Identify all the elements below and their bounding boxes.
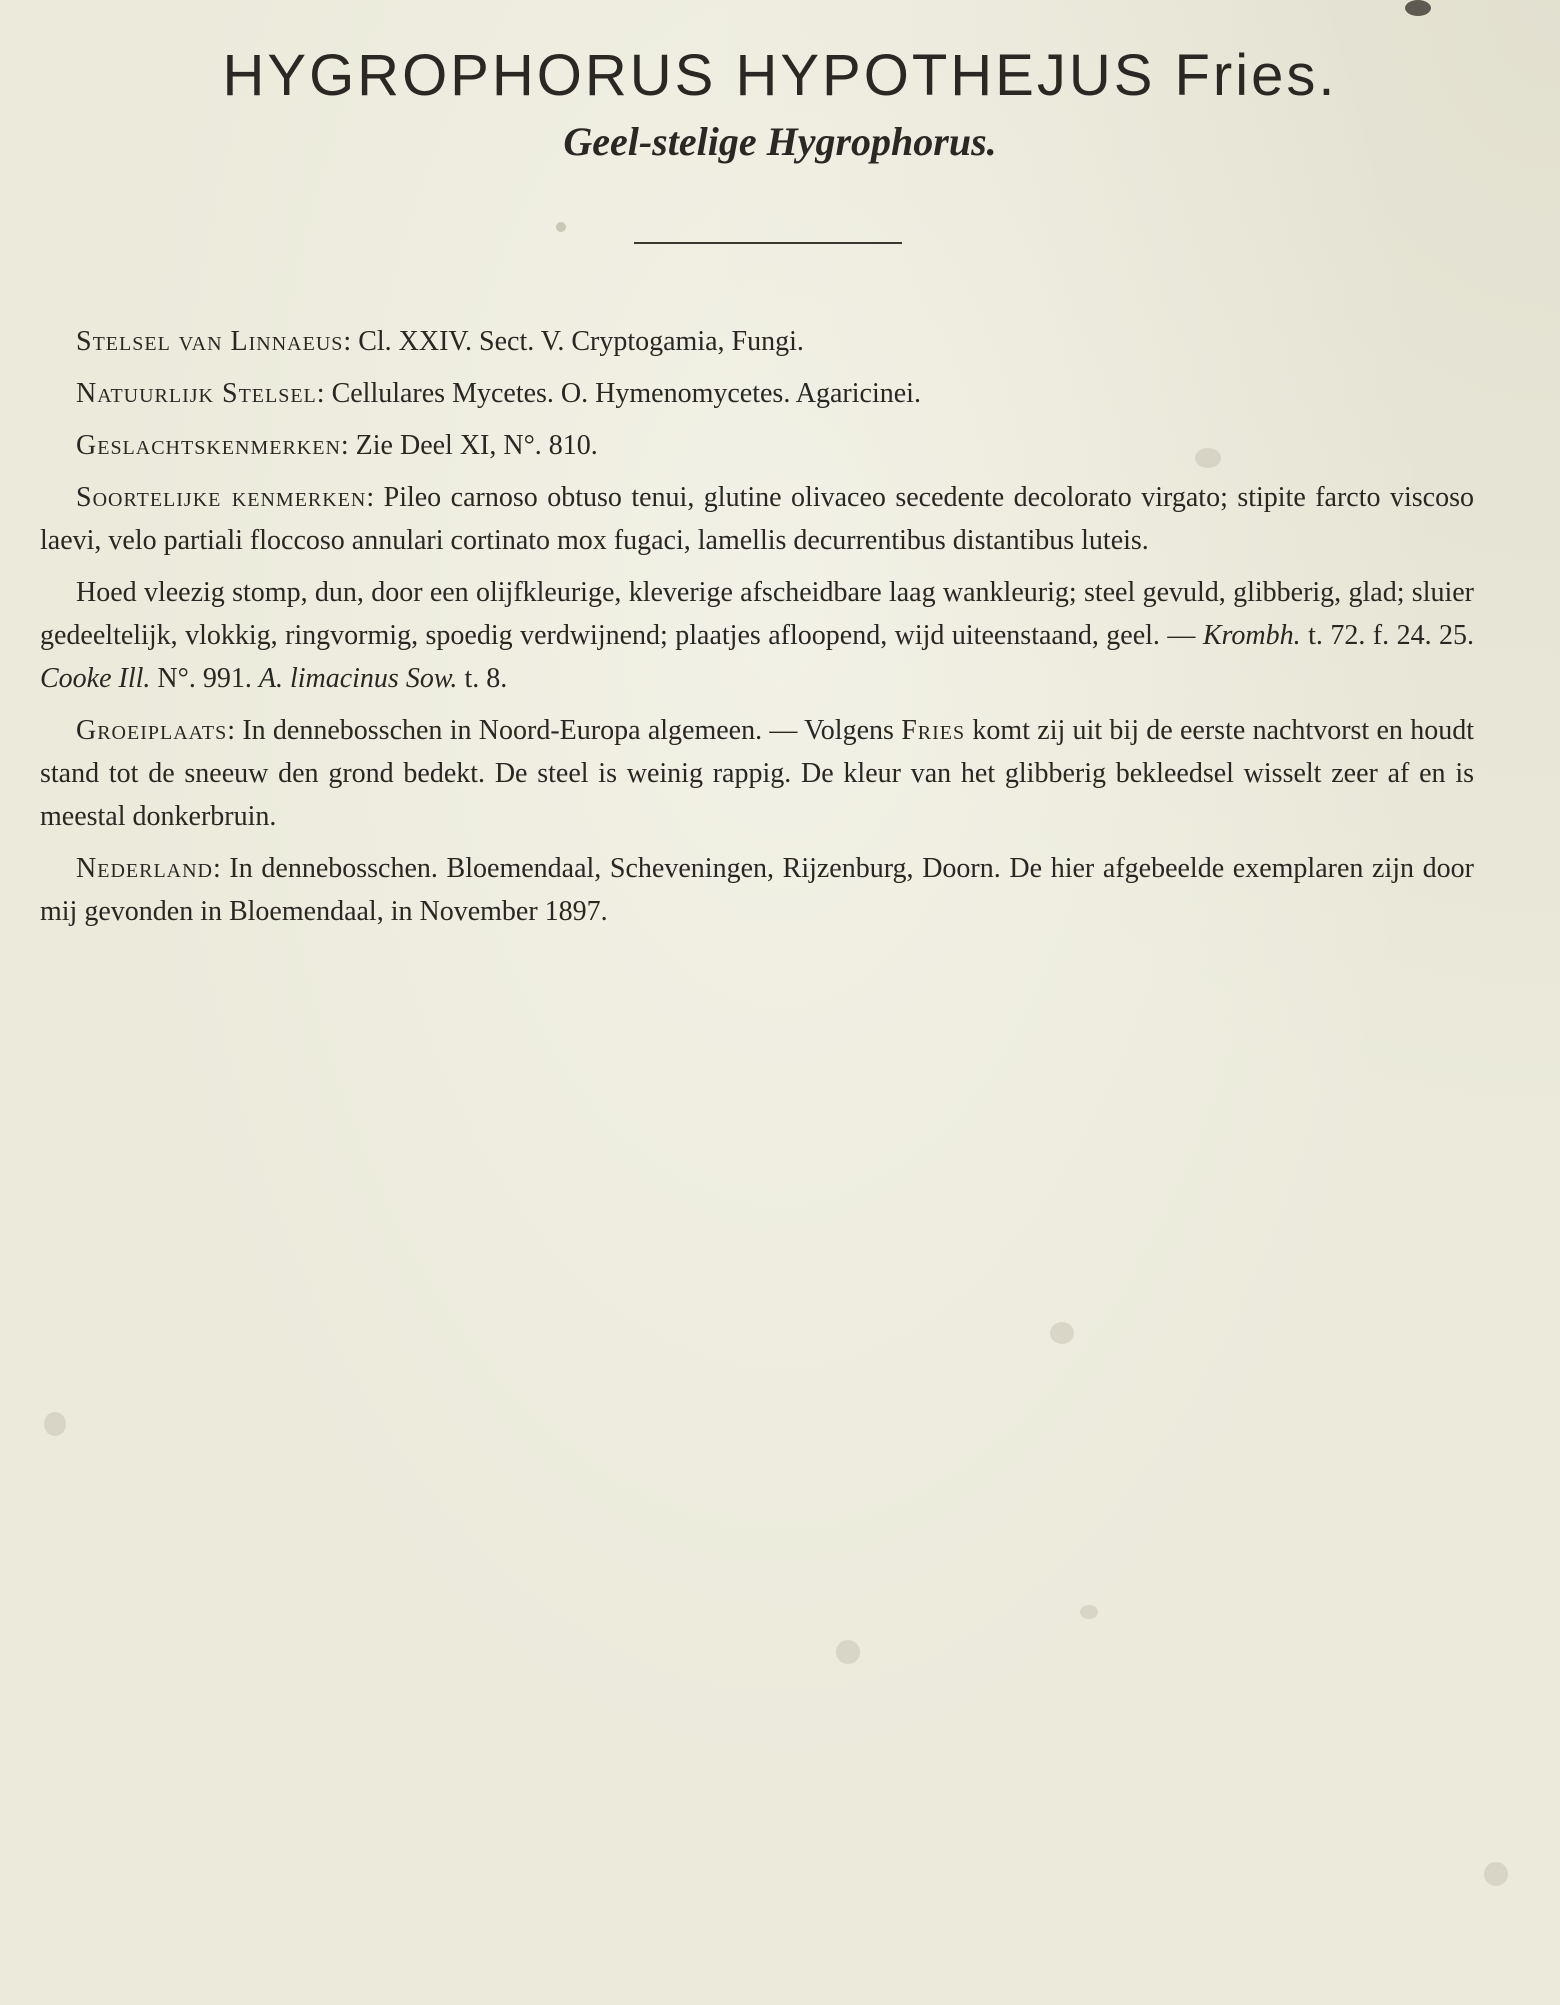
- section-text-soortelijke: Pileo carnoso obtuso tenui, glutine olivaceo secedente decolorato virgato; stipite farcto viscoso laevi, velo partiali floccoso annulari cortinato mox fugaci, lamellis decurrentibus distantibus luteis.: [40, 482, 1474, 556]
- section-text-nederland: In dennebosschen. Bloemendaal, Scheveningen, Rijzenburg, Doorn. De hier afgebeelde exemplaren zijn door mij gevonden in Bloemendaal, in November 1897.: [40, 853, 1474, 927]
- paragraph-linnaeus: Stelsel van Linnaeus: Cl. XXIV. Sect. V. Cryptogamia, Fungi.: [76, 326, 804, 357]
- page-subtitle: Geel-stelige Hygrophorus.: [563, 119, 997, 164]
- page-title: HYGROPHORUS HYPOTHEJUS Fries.: [222, 43, 1338, 108]
- reference-krombh: Krombh.: [1202, 620, 1301, 651]
- section-label-linnaeus: Stelsel van Linnaeus: [76, 326, 344, 357]
- paragraph-nederland: Nederland: In dennebosschen. Bloemendaal, Scheveningen, Rijzenburg, Doorn. De hier afgebeelde exemplaren zijn door mij gevonden in Bloemendaal, in November 1897.: [40, 853, 1474, 927]
- paper-speck: [44, 1412, 66, 1436]
- document-body: [40, 320, 1474, 942]
- section-text-natuurlijk: Cellulares Mycetes. O. Hymenomycetes. Agaricinei.: [331, 378, 921, 409]
- reference-sowerby-detail: t. 8.: [464, 663, 508, 694]
- section-text-groeiplaats-a: In dennebosschen in Noord-Europa algemeen. — Volgens: [242, 715, 894, 746]
- title-divider: [634, 242, 902, 244]
- reference-krombh-detail: t. 72. f. 24. 25.: [1308, 620, 1475, 651]
- description-text: Hoed vleezig stomp, dun, door een olijfkleurige, kleverige afscheidbare laag wankleurig; steel gevuld, glibberig, glad; sluier gedeeltelijk, vlokkig, ringvormig, spoedig verdwijnend; plaatjes afloopend, wijd uiteenstaand, geel. —: [40, 577, 1474, 651]
- section-label-groeiplaats: Groeiplaats: [76, 715, 228, 746]
- paper-speck: [1050, 1322, 1074, 1344]
- section-label-geslacht: Geslachtskenmerken: [76, 430, 341, 461]
- paragraph-geslacht: Geslachtskenmerken: Zie Deel XI, N°. 810.: [76, 430, 598, 461]
- reference-sowerby: A. limacinus Sow.: [258, 663, 458, 694]
- paragraph-natuurlijk: Natuurlijk Stelsel: Cellulares Mycetes. O. Hymenomycetes. Agaricinei.: [76, 378, 921, 409]
- author-name-fries: Fries: [901, 715, 966, 746]
- paper-speck: [556, 222, 566, 232]
- reference-cooke-detail: N°. 991.: [157, 663, 252, 694]
- section-label-nederland: Nederland: [76, 853, 213, 884]
- paper-speck: [1405, 0, 1431, 16]
- section-label-soortelijke: Soortelijke kenmerken: [76, 482, 367, 513]
- paper-speck: [1484, 1862, 1508, 1886]
- paragraph-groeiplaats: Groeiplaats: In dennebosschen in Noord-Europa algemeen. — Volgens Fries komt zij uit bij de eerste nachtvorst en houdt stand tot de sneeuw den grond bedekt. De steel is weinig rappig. De kleur van het glibberig bekleedsel wisselt zeer af en is meestal donkerbruin.: [40, 715, 1475, 832]
- section-text-linnaeus: Cl. XXIV. Sect. V. Cryptogamia, Fungi.: [358, 326, 804, 357]
- section-text-groeiplaats-b: komt zij uit bij de eerste nachtvorst en houdt stand tot de sneeuw den grond bedekt. De steel is weinig rappig. De kleur van het glibberig bekleedsel wisselt zeer af en is meestal donkerbruin.: [40, 715, 1475, 832]
- section-text-geslacht: Zie Deel XI, N°. 810.: [355, 430, 598, 461]
- reference-cooke: Cooke Ill.: [40, 663, 151, 694]
- paper-speck: [836, 1640, 860, 1664]
- paragraph-beschrijving: [40, 571, 1474, 700]
- paper-speck: [1080, 1605, 1098, 1619]
- paragraph-soortelijke: Soortelijke kenmerken: Pileo carnoso obtuso tenui, glutine olivaceo secedente decolorato virgato; stipite farcto viscoso laevi, velo partiali floccoso annulari cortinato mox fugaci, lamellis decurrentibus distantibus luteis.: [40, 482, 1474, 556]
- section-label-natuurlijk: Natuurlijk Stelsel: [76, 378, 317, 409]
